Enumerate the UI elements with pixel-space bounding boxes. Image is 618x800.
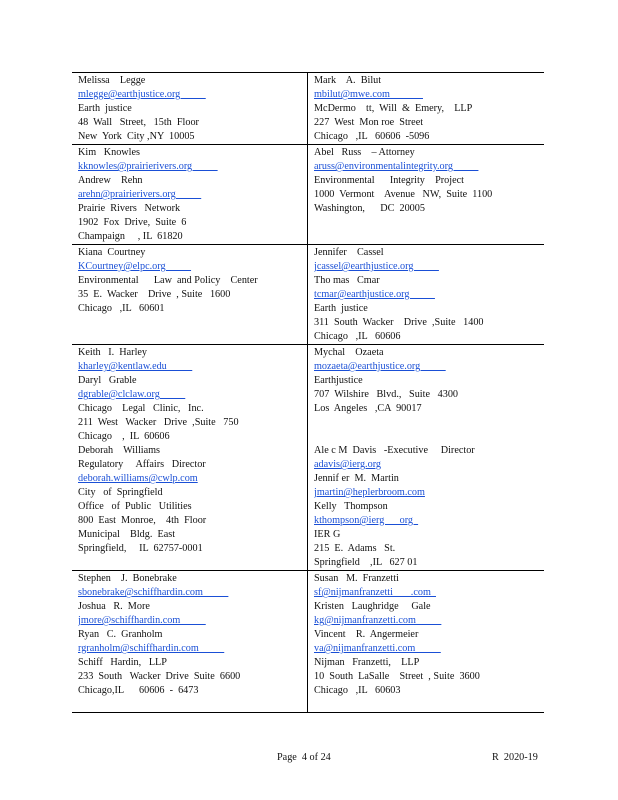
email-link[interactable]: KCourtney@elpc.org [78,261,192,272]
email-link[interactable]: adavis@ierg.org [314,459,382,470]
spacer [78,698,307,712]
spacer [314,230,544,244]
contact-line: New York City ,NY 10005 [78,131,195,142]
contact-line [314,430,544,444]
contact-line: Los Angeles ,CA 90017 [314,403,422,414]
email-link[interactable]: sf@nijmanfranzetti .com [314,587,436,598]
contact-line: Chicago Legal Clinic, Inc. [78,403,204,414]
spacer [314,698,544,712]
table-row [72,244,544,344]
contact-line: Chicago ,IL 60606 [314,331,401,342]
contact-line: Office of Public Utilities [78,501,192,512]
contact-line: Andrew Rehn [78,175,143,186]
email-link[interactable]: jmore@schiffhardin.com [78,615,206,626]
email-link[interactable]: deborah.williams@cwlp.com [78,473,198,484]
table-row [72,344,544,570]
email-link[interactable]: mbilut@mwe.com [314,89,423,100]
contact-line: Jennifer Cassel [314,247,384,258]
contact-line: Chicago ,IL 60603 [314,685,401,696]
email-link[interactable]: tcmar@earthjustice.org [314,289,435,300]
email-link[interactable]: dgrable@clclaw.org [78,389,186,400]
contact-line: Deborah Williams [78,445,161,456]
contact-line: Melissa Legge [78,75,146,86]
contact-line: Earth justice [314,303,368,314]
email-link[interactable]: va@nijmanfranzetti.com [314,643,441,654]
table-row [72,144,544,244]
email-link[interactable]: aruss@environmentalintegrity.org [314,161,479,172]
contact-line: Washington, DC 20005 [314,203,425,214]
contact-line: Daryl Grable [78,375,137,386]
contact-line: Vincent R. Angermeier [314,629,419,640]
email-link[interactable]: mlegge@earthjustice.org [78,89,206,100]
contact-line: Jennif er M. Martin [314,473,399,484]
contact-line: Chicago ,IL 60606 -5096 [314,131,430,142]
contact-line: City of Springfield [78,487,163,498]
contact-line: Joshua R. More [78,601,150,612]
contact-line: 707 Wilshire Blvd., Suite 4300 [314,389,459,400]
contact-cell-right [308,145,544,244]
contact-line: Municipal Bldg. East [78,529,176,540]
contact-line: Nijman Franzetti, LLP [314,657,420,668]
contact-cell-left [72,345,308,570]
service-list-table [72,72,544,713]
contact-line: Ale c M Davis -Executive Director [314,445,475,456]
contact-line: Stephen J. Bonebrake [78,573,177,584]
contact-line: 233 South Wacker Drive Suite 6600 [78,671,241,682]
contact-line: 10 South LaSalle Street , Suite 3600 [314,671,480,682]
email-link[interactable]: jmartin@heplerbroom.com [314,487,425,498]
contact-line: Kristen Laughridge Gale [314,601,431,612]
contact-line: McDermo tt, Will & Emery, LLP [314,103,473,114]
contact-line: Springfield ,IL 627 01 [314,557,418,568]
page-number: Page 4 of 24 [277,752,331,763]
contact-line: Chicago , IL 60606 [78,431,170,442]
contact-line: Regulatory Affairs Director [78,459,206,470]
contact-line: 1902 Fox Drive, Suite 6 [78,217,187,228]
email-link[interactable]: kg@nijmanfranzetti.com [314,615,442,626]
contact-line: Environmental Law and Policy Center [78,275,258,286]
contact-line: Kelly Thompson [314,501,388,512]
contact-cell-left [72,571,308,712]
contact-cell-left [72,145,308,244]
email-link[interactable]: kknowles@prairierivers.org [78,161,218,172]
email-link[interactable]: mozaeta@earthjustice.org [314,361,446,372]
contact-line: Prairie Rivers Network [78,203,181,214]
contact-line: Keith I. Harley [78,347,148,358]
contact-line: Chicago ,IL 60601 [78,303,165,314]
spacer [314,216,544,230]
contact-line: Kiana Courtney [78,247,146,258]
contact-line: Champaign , IL 61820 [78,231,183,242]
contact-line: Susan M. Franzetti [314,573,399,584]
table-row [72,72,544,144]
contact-line: IER G [314,529,341,540]
contact-line: Kim Knowles [78,147,140,158]
email-link[interactable]: arehn@prairierivers.org [78,189,202,200]
email-link[interactable]: kharley@kentlaw.edu [78,361,193,372]
table-row [72,570,544,713]
contact-cell-right [308,245,544,344]
spacer [78,556,307,570]
contact-line: 35 E. Wacker Drive , Suite 1600 [78,289,231,300]
contact-line: Schiff Hardin, LLP [78,657,167,668]
email-link[interactable]: jcassel@earthjustice.org [314,261,439,272]
spacer [78,330,307,344]
contact-line: Earth justice [78,103,132,114]
docket-number: R 2020-19 [492,752,538,763]
contact-cell-left [72,245,308,344]
email-link[interactable]: kthompson@ierg org [314,515,419,526]
contact-line: Mark A. Bilut [314,75,382,86]
contact-line: Tho mas Cmar [314,275,380,286]
contact-line: 48 Wall Street, 15th Floor [78,117,199,128]
contact-line: 227 West Mon roe Street [314,117,424,128]
contact-cell-right [308,571,544,712]
contact-cell-right [308,345,544,570]
contact-line: Abel Russ – Attorney [314,147,415,158]
contact-line [314,416,544,430]
contact-line: 211 West Wacker Drive ,Suite 750 [78,417,239,428]
contact-line: 1000 Vermont Avenue NW, Suite 1100 [314,189,493,200]
contact-line: 800 East Monroe, 4th Floor [78,515,207,526]
contact-line: Earthjustice [314,375,363,386]
contact-line: Springfield, IL 62757-0001 [78,543,203,554]
contact-line: Environmental Integrity Project [314,175,464,186]
contact-line: Mychal Ozaeta [314,347,384,358]
contact-line: 311 South Wacker Drive ,Suite 1400 [314,317,484,328]
contact-line: Chicago,IL 60606 - 6473 [78,685,199,696]
email-link[interactable]: rgranholm@schiffhardin.com [78,643,225,654]
spacer [78,316,307,330]
contact-line: Ryan C. Granholm [78,629,163,640]
contact-line: 215 E. Adams St. [314,543,396,554]
email-link[interactable]: sbonebrake@schiffhardin.com [78,587,229,598]
contact-cell-right [308,73,544,144]
contact-cell-left [72,73,308,144]
